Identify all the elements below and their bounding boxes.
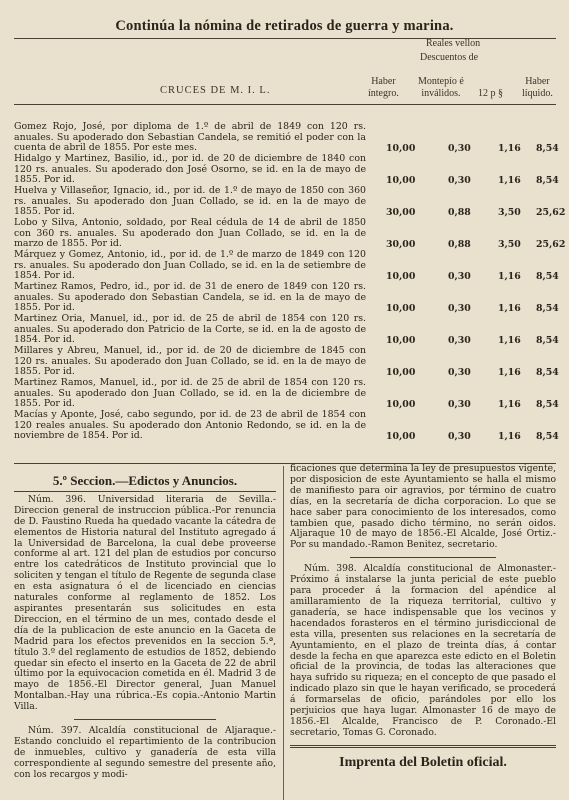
haber-integro-header: Haber íntegro. xyxy=(368,76,399,99)
column-divider xyxy=(283,466,284,800)
right-column xyxy=(290,464,556,769)
ledger-row: Hidalgo y Martinez, Basilio, id., por id. de 20 de diciembre de 1840 con 120 rs. anuales. Su apoderado don José Osorno, se id. en la de mayo de 1855. Por id. 10,00 0,30 1,16 8,54 xyxy=(14,153,559,186)
notice-397: Núm. 397. Alcaldía constitucional de Aljaraque.-Estando concluido el repartimiento de la contribucion de inmuebles, cultivo y ganadería de esta villa correspondiente al segundo semestre del presente año, con los recargos y modi- xyxy=(14,725,276,780)
notice-397-continued: ficaciones que determina la ley de presupuestos vigente, por disposicion de este Ayuntamiento se halla el mismo de manifiesto para oir agravios, por término de cuatro días, en la secretaría de dicha corporacion. Lo que se hace saber para conocimiento de los interesados, como tambien que, pasado dicho término, no serán oidos. Aljaraque 10 de mayo de 1856.-El Alcalde, José Ortiz.-Por su mandado.-Ramon Benitez, secretario. xyxy=(290,463,556,551)
imprenta-footer: Imprenta del Boletin oficial. xyxy=(339,754,507,770)
ledger-row: Martinez Oria, Manuel, id., por id. de 25 de abril de 1854 con 120 rs. anuales. Su apoderado don Patricio de la Corte, se id. en la de agosto de 1854. Por id. 10,00 0,30 1,16 8,54 xyxy=(14,313,559,346)
notice-396: Núm. 396. Universidad literaria de Sevilla.-Direccion general de instruccion pública.-Por renuncia de D. Faustino Rueda ha quedado vacante la cátedra de elementos de Historia natural del Instituto agregado á la Universidad de Barcelona, la cual debe proveerse conforme al art. 121 del plan de estudios por concurso entre los catedráticos de Instituto provincial que lo soliciten y tengan el título de Regente de segunda clase en esta asignatura ó el de licenciado en ciencias naturales conforme al reglamento de 1852. Los aspirantes presentarán sus solicitudes en esta Direccion, en el término de un mes, contado desde el día de la publicacion de este anuncio en la Gaceta de Madrid para los efectos prevenidos en la seccion 5.ª, título 3.º del reglamento de estudios de 1852, debiendo quedar sin efecto el inserto en la Gaceta de 22 de abril último por la equivocacion cometida en él. Madrid 3 de mayo de 1856.-El Director general, Juan Manuel Montalban.-Hay una rúbrica.-Es copia.-Antonio Martin Villa. xyxy=(14,493,276,713)
left-column xyxy=(14,470,276,781)
ledger-row: Martinez Ramos, Pedro, id., por id. de 31 de enero de 1849 con 120 rs. anuales. Su apoderado don Sebastian Candela, se id. en la de mayo de 1855. Por id. 10,00 0,30 1,16 8,54 xyxy=(14,281,559,314)
ledger-row: Huelva y Villaseñor, Ignacio, id., por id. de 1.º de mayo de 1850 con 360 rs. anuales. Su apoderado don Juan Collado, se id. en la de mayo de 1855. Por id. 30,00 0,88 3,50 25,62 xyxy=(14,185,566,218)
ledger-row: Martinez Ramos, Manuel, id., por id. de 25 de abril de 1854 con 120 rs. anuales. Su apoderado don Juan Collado, se id. en la de diciembre de 1855. Por id. 10,00 0,30 1,16 8,54 xyxy=(14,377,559,410)
doce-header: 12 p § xyxy=(478,88,503,99)
reales-vellon-label: Reales vellon xyxy=(426,38,481,49)
retirados-ledger xyxy=(14,121,566,442)
cruces-header: CRUCES DE M. I. L. xyxy=(160,85,271,96)
header-bottom-rule xyxy=(14,104,556,105)
notice-rule xyxy=(74,719,216,720)
ledger-row: Márquez y Gomez, Antonio, id., por id. de 1.º de marzo de 1849 con 120 rs. anuales. Su apoderado don Juan Collado, se id. en la de setiembre de 1854. Por id. 10,00 0,30 1,16 8,54 xyxy=(14,249,559,282)
montepio-header: Montepío é inválidos. xyxy=(418,76,464,99)
ledger-row: Gomez Rojo, José, por diploma de 1.º de abril de 1849 con 120 rs. anuales. Su apoderado don Sebastian Candela, se remitió el poder con la cuenta de abril de 1855. Por este mes. 10,00 0,30 1,16 8,54 xyxy=(14,121,559,154)
imprenta-rule xyxy=(290,745,556,748)
haber-liquido-header: Haber líquido. xyxy=(522,76,553,99)
notice-rule xyxy=(350,557,496,558)
ledger-row: Lobo y Silva, Antonio, soldado, por Real cédula de 14 de abril de 1850 con 360 rs. anuales. Su apoderado don Juan Collado, se id. en la de marzo de 1855. Por id. 30,00 0,88 3,50 25,62 xyxy=(14,217,566,250)
section-heading: 5.º Seccion.—Edictos y Anuncios. xyxy=(52,473,238,488)
ledger-row: Millares y Abreu, Manuel, id., por id. de 20 de diciembre de 1845 con 120 rs. anuales. Su apoderado don Juan Collado, se id. en la de mayo de 1855. Por id. 10,00 0,30 1,16 8,54 xyxy=(14,345,559,378)
ledger-row: Macías y Aponte, José, cabo segundo, por id. de 23 de abril de 1854 con 120 reales anuales. Su apoderado don Antonio Redondo, se id. en la de noviembre de 1854. Por id. 10,00 0,30 1,16 8,54 xyxy=(14,409,559,442)
heading-rule xyxy=(14,491,276,492)
notice-398: Núm. 398. Alcaldía constitucional de Almonaster.-Próximo á instalarse la junta pericial de este pueblo para proceder á la formacion del apéndice al amillaramiento de la riqueza territorial, cultivo y ganadería, se hace indispensable que los vecinos y hacendados forasteros en el término jurisdiccional de esta villa, presenten sus relaciones en la secretaría de Ayuntamiento, en el plazo de treinta días, á contar desde la fecha en que aparezca este edicto en el Boletin oficial de la provincia, de todas las alteraciones que haya sufrido su riqueza; en el concepto de que pasado el indicado plazo sin que le hayan verificado, se procederá á formarselas de oficio, parándoles por ello los perjuicios que haya lugar. Almonaster 16 de mayo de 1856.-El Alcalde, Francisco de P. Coronado.-El secretario, Tomas G. Coronado. xyxy=(290,563,556,738)
page-title: Continúa la nómina de retirados de guerra y marina. xyxy=(115,18,454,34)
descuentos-label: Descuentos de xyxy=(420,52,479,63)
